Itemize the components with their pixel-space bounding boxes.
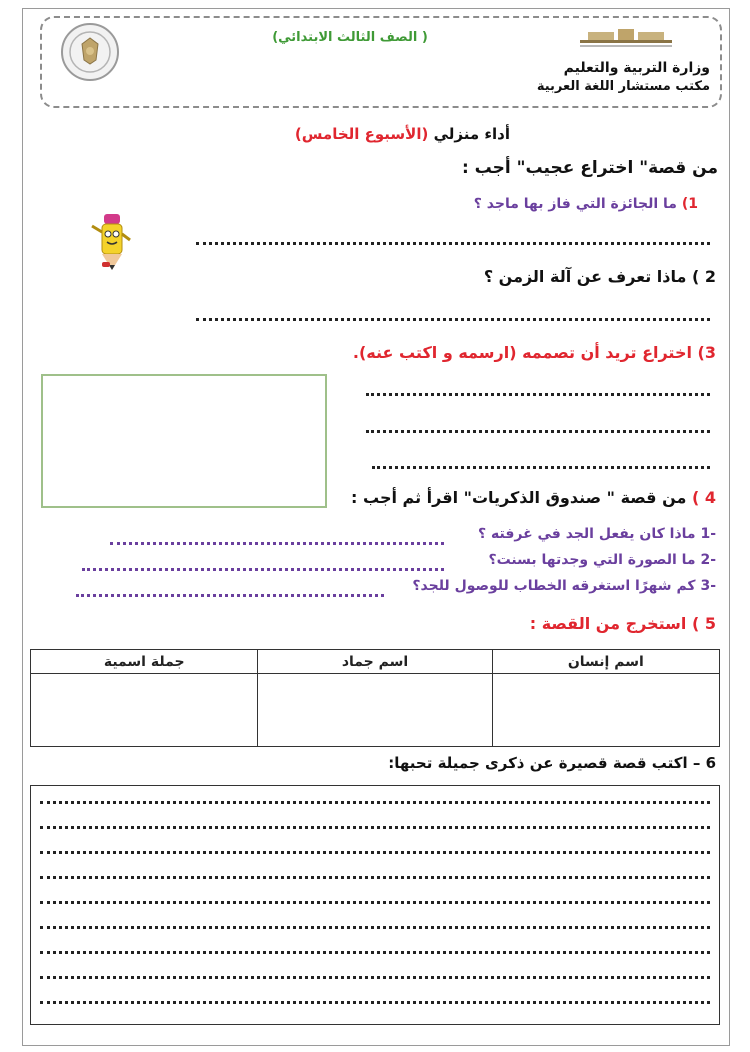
section5-title: استخرج من القصة : [529, 614, 687, 633]
section4-number: 4 ) [691, 488, 716, 507]
story2-answer-line-1[interactable] [110, 542, 444, 545]
section6-heading: 6 – اكتب قصة قصيرة عن ذكرى جميلة تحبها: [388, 754, 716, 772]
ministry-emblem-logo [578, 26, 674, 52]
section1-heading: من قصة" اختراع عجيب" أجب : [461, 158, 718, 178]
page-title [294, 125, 510, 143]
column-header-nominal-sentence: جملة اسمية [31, 650, 258, 674]
story-line-4[interactable] [40, 876, 710, 879]
answer-cell-object-name[interactable] [258, 674, 492, 747]
question-2: 2 ) ماذا تعرف عن آلة الزمن ؟ [483, 267, 716, 286]
story-line-8[interactable] [40, 976, 710, 979]
story2-answer-line-3[interactable] [76, 594, 384, 597]
answer-line-3b[interactable] [366, 430, 710, 433]
grade-label: ( الصف الثالث الابتدائي) [272, 30, 428, 45]
table-header-row [31, 650, 720, 674]
question-1-number: 1) [681, 196, 698, 212]
answer-cell-human-name[interactable] [492, 674, 719, 747]
pencil-character-icon [88, 210, 134, 276]
section4-title: من قصة " صندوق الذكريات" اقرأ ثم أجب : [351, 488, 687, 507]
answer-line-2[interactable] [196, 318, 710, 321]
question-3: 3) اختراع تريد أن تصممه (ارسمه و اكتب عنه). [352, 343, 716, 362]
answer-line-3a[interactable] [366, 393, 710, 396]
question-1-text: ما الجائزة التي فاز بها ماجد ؟ [473, 196, 677, 212]
section4-heading [351, 488, 716, 507]
answer-line-1[interactable] [196, 242, 710, 245]
story-line-5[interactable] [40, 901, 710, 904]
story-writing-box [30, 785, 720, 1025]
story-line-2[interactable] [40, 826, 710, 829]
office-name: مكتب مستشار اللغة العربية [536, 79, 710, 94]
drawing-box[interactable] [41, 374, 327, 508]
section5-heading [500, 614, 716, 633]
section5-number: 5 ) [691, 614, 716, 633]
story-line-1[interactable] [40, 801, 710, 804]
story2-question-1-text: ماذا كان يفعل الجد في غرفته ؟ [478, 526, 696, 542]
extraction-table [30, 649, 720, 747]
story2-question-3-number: -3 [700, 578, 716, 594]
title-week: (الأسبوع الخامس) [294, 125, 429, 143]
column-header-object-name: اسم جماد [258, 650, 492, 674]
story2-question-3-text: كم شهرًا استغرقه الخطاب للوصول للجد؟ [412, 578, 696, 594]
answer-cell-nominal-sentence[interactable] [31, 674, 258, 747]
story-line-7[interactable] [40, 951, 710, 954]
story2-question-1-number: -1 [700, 526, 716, 542]
story2-question-1 [450, 526, 716, 542]
ministry-name: وزارة التربية والتعليم [563, 60, 710, 76]
story2-question-2-text: ما الصورة التي وجدتها بسنت؟ [488, 552, 696, 568]
title-main: أداء منزلي [433, 125, 510, 143]
story-line-9[interactable] [40, 1001, 710, 1004]
column-header-human-name: اسم إنسان [492, 650, 719, 674]
story-line-6[interactable] [40, 926, 710, 929]
story2-question-2 [450, 552, 716, 568]
table-answer-row [31, 674, 720, 747]
question-1 [380, 196, 698, 212]
story2-question-3 [386, 578, 716, 594]
story-line-3[interactable] [40, 851, 710, 854]
story2-question-2-number: -2 [700, 552, 716, 568]
ministry-seal-logo [60, 22, 120, 82]
answer-line-3c[interactable] [372, 466, 710, 469]
story2-answer-line-2[interactable] [82, 568, 444, 571]
